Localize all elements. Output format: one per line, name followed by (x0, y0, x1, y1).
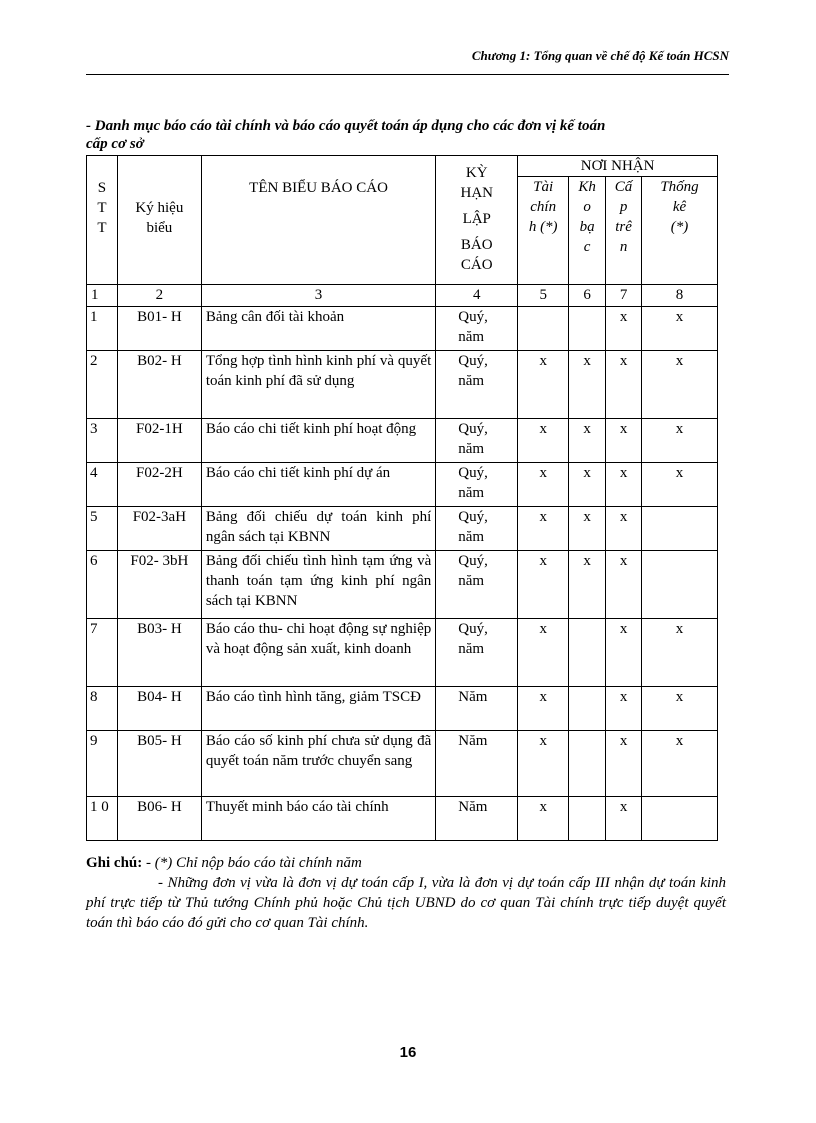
header-ky-hieu: Ký hiệu biểu (117, 156, 201, 285)
row-kho-bac-mark: x (569, 351, 606, 419)
row-kho-bac-mark: x (569, 419, 606, 463)
table-row (87, 731, 718, 797)
row-thong-ke-mark (642, 551, 718, 619)
row-cap-tren-mark: x (606, 797, 642, 841)
header-ky-han: KỲ HẠN LẬP BÁO CÁO (436, 156, 518, 285)
row-period: Quý, năm (436, 351, 518, 419)
row-stt: 9 (87, 731, 118, 797)
note-line-2 (86, 873, 726, 933)
column-number: 5 (518, 285, 569, 307)
row-tai-chinh-mark: x (518, 797, 569, 841)
row-stt: 3 (87, 419, 118, 463)
row-code: B06- H (117, 797, 201, 841)
row-code: B02- H (117, 351, 201, 419)
row-code: B04- H (117, 687, 201, 731)
row-thong-ke-mark: x (642, 307, 718, 351)
column-number: 3 (201, 285, 435, 307)
column-number: 1 (87, 285, 118, 307)
row-stt: 5 (87, 507, 118, 551)
row-code: F02-3aH (117, 507, 201, 551)
column-number: 7 (606, 285, 642, 307)
row-report-name: Bảng đối chiếu tình hình tạm ứng và thanh toán tạm ứng kinh phí ngân sách tại KBNN (201, 551, 435, 619)
row-thong-ke-mark: x (642, 351, 718, 419)
row-period: Năm (436, 687, 518, 731)
row-code: B03- H (117, 619, 201, 687)
row-tai-chinh-mark: x (518, 463, 569, 507)
row-report-name: Thuyết minh báo cáo tài chính (201, 797, 435, 841)
row-stt: 4 (87, 463, 118, 507)
row-period: Quý, năm (436, 619, 518, 687)
row-report-name: Báo cáo tình hình tăng, giảm TSCĐ (201, 687, 435, 731)
row-kho-bac-mark (569, 619, 606, 687)
row-report-name: Bảng đối chiếu dự toán kinh phí ngân sách tại KBNN (201, 507, 435, 551)
row-period: Năm (436, 731, 518, 797)
column-number: 4 (436, 285, 518, 307)
row-stt: 8 (87, 687, 118, 731)
notes-label: Ghi chú: (86, 855, 143, 871)
row-thong-ke-mark: x (642, 687, 718, 731)
table-row (87, 419, 718, 463)
row-stt: 1 0 (87, 797, 118, 841)
row-report-name: Bảng cân đối tài khoản (201, 307, 435, 351)
table-body (87, 307, 718, 841)
row-cap-tren-mark: x (606, 731, 642, 797)
row-period: Quý, năm (436, 551, 518, 619)
table-row (87, 619, 718, 687)
row-thong-ke-mark (642, 507, 718, 551)
row-code: F02-1H (117, 419, 201, 463)
row-cap-tren-mark: x (606, 463, 642, 507)
row-stt: 1 (87, 307, 118, 351)
table-row (87, 797, 718, 841)
row-tai-chinh-mark: x (518, 687, 569, 731)
row-tai-chinh-mark: x (518, 419, 569, 463)
section-title-line-1: - Danh mục báo cáo tài chính và báo cáo quyết toán áp dụng cho các đơn vị kế toán (86, 118, 606, 134)
header-rule (86, 74, 729, 75)
header-thong-ke: Thống kê (*) (642, 177, 718, 285)
column-number: 6 (569, 285, 606, 307)
row-cap-tren-mark: x (606, 351, 642, 419)
row-kho-bac-mark: x (569, 507, 606, 551)
row-cap-tren-mark: x (606, 307, 642, 351)
header-stt: S T T (87, 156, 118, 285)
note-line-1 (86, 853, 726, 873)
row-report-name: Báo cáo thu- chi hoạt động sự nghiệp và hoạt động sản xuất, kinh doanh (201, 619, 435, 687)
row-tai-chinh-mark: x (518, 731, 569, 797)
row-period: Quý, năm (436, 463, 518, 507)
header-row-1 (87, 156, 718, 177)
row-thong-ke-mark: x (642, 731, 718, 797)
table-row (87, 507, 718, 551)
note-1-text: - (*) Chỉ nộp báo cáo tài chính năm (142, 855, 362, 871)
row-tai-chinh-mark: x (518, 351, 569, 419)
column-number: 2 (117, 285, 201, 307)
row-period: Quý, năm (436, 507, 518, 551)
row-period: Năm (436, 797, 518, 841)
row-cap-tren-mark: x (606, 507, 642, 551)
page-number: 16 (399, 1044, 417, 1061)
row-thong-ke-mark: x (642, 619, 718, 687)
row-period: Quý, năm (436, 419, 518, 463)
row-stt: 7 (87, 619, 118, 687)
row-cap-tren-mark: x (606, 619, 642, 687)
row-tai-chinh-mark: x (518, 551, 569, 619)
row-report-name: Báo cáo chi tiết kinh phí hoạt động (201, 419, 435, 463)
row-thong-ke-mark (642, 797, 718, 841)
column-number-row (87, 285, 718, 307)
row-tai-chinh-mark (518, 307, 569, 351)
row-cap-tren-mark: x (606, 687, 642, 731)
table-row (87, 463, 718, 507)
row-tai-chinh-mark: x (518, 507, 569, 551)
section-title (86, 117, 736, 153)
row-report-name: Báo cáo chi tiết kinh phí dự án (201, 463, 435, 507)
row-stt: 6 (87, 551, 118, 619)
row-kho-bac-mark (569, 687, 606, 731)
row-kho-bac-mark: x (569, 551, 606, 619)
row-cap-tren-mark: x (606, 551, 642, 619)
row-thong-ke-mark: x (642, 463, 718, 507)
header-noi-nhan: NƠI NHẬN (518, 156, 718, 177)
row-period: Quý, năm (436, 307, 518, 351)
section-title-line-2: cấp cơ sở (86, 136, 144, 152)
notes (86, 853, 726, 933)
header-ten-bieu: TÊN BIỂU BÁO CÁO (201, 156, 435, 285)
row-kho-bac-mark: x (569, 463, 606, 507)
row-report-name: Tổng hợp tình hình kinh phí và quyết toán kinh phí đã sử dụng (201, 351, 435, 419)
column-number: 8 (642, 285, 718, 307)
row-code: F02- 3bH (117, 551, 201, 619)
page-header: Chương 1: Tổng quan về chế độ Kế toán HCSN (471, 48, 729, 63)
table-row (87, 351, 718, 419)
header-kho-bac: Kh o bạ c (569, 177, 606, 285)
row-stt: 2 (87, 351, 118, 419)
row-tai-chinh-mark: x (518, 619, 569, 687)
report-list-table (86, 155, 718, 841)
row-code: F02-2H (117, 463, 201, 507)
row-thong-ke-mark: x (642, 419, 718, 463)
header-tai-chinh: Tài chín h (*) (518, 177, 569, 285)
table-row (87, 687, 718, 731)
header-cap-tren: Cấ p trê n (606, 177, 642, 285)
table-row (87, 551, 718, 619)
row-code: B01- H (117, 307, 201, 351)
note-2-text: - Những đơn vị vừa là đơn vị dự toán cấp I, vừa là đơn vị dự toán cấp III nhận dự toán kinh phí trực tiếp từ Thủ tướng Chính phủ hoặc Chủ tịch UBND do cơ quan Tài chính trực tiếp duyệt quyết toán thì báo cáo đó gửi cho cơ quan Tài chính. (86, 875, 726, 931)
row-cap-tren-mark: x (606, 419, 642, 463)
row-kho-bac-mark (569, 797, 606, 841)
row-kho-bac-mark (569, 731, 606, 797)
row-code: B05- H (117, 731, 201, 797)
table-row (87, 307, 718, 351)
row-report-name: Báo cáo số kinh phí chưa sử dụng đã quyết toán năm trước chuyển sang (201, 731, 435, 797)
row-kho-bac-mark (569, 307, 606, 351)
